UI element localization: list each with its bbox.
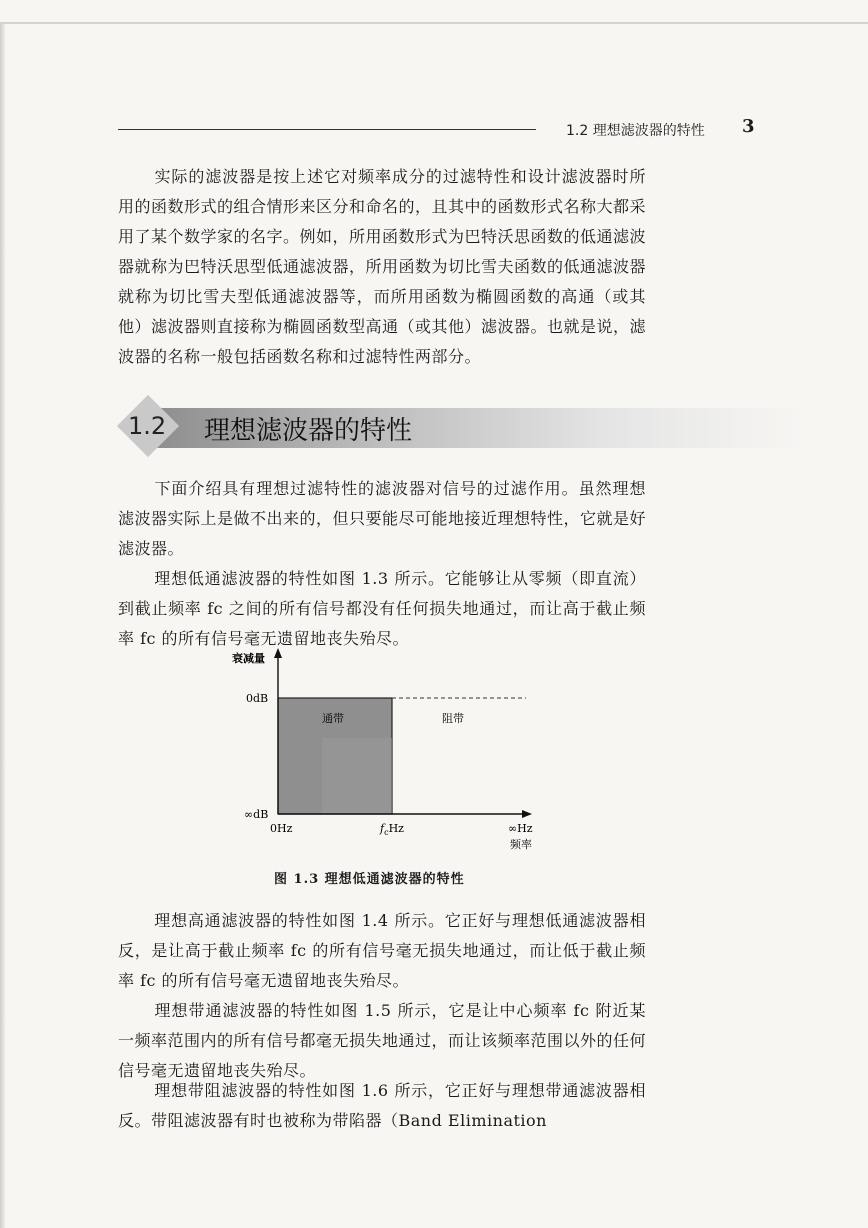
passband-shade-patch (322, 738, 392, 814)
paragraph-text: 理想带通滤波器的特性如图 1.5 所示，它是让中心频率 fc 附近某一频率范围内的所有信号都毫无损失地通过，而让该频率范围以外的任何信号毫无遗留地丧失殆尽。 (118, 1001, 647, 1080)
paragraph-text: 下面介绍具有理想过滤特性的滤波器对信号的过滤作用。虽然理想滤波器实际上是做不出来的，但只要能尽可能地接近理想特性，它就是好滤波器。 (118, 479, 647, 558)
x-axis-arrow (522, 810, 532, 818)
section-number: 1.2 (128, 412, 167, 440)
stopband-label: 阻带 (442, 712, 464, 725)
y-tick-0db: 0dB (246, 692, 269, 705)
paragraph-lowpass (118, 564, 646, 654)
y-tick-inf-db: ∞dB (244, 808, 269, 821)
header-rule (118, 129, 536, 130)
paragraph-text: 理想低通滤波器的特性如图 1.3 所示。它能够让从零频（即直流）到截止频率 fc 之间的所有信号都没有任何损失地通过，而让高于截止频率 fc 的所有信号毫无遗留地丧失殆尽。 (118, 569, 646, 648)
x-tick-0hz: 0Hz (270, 822, 293, 835)
intro-paragraph (118, 162, 646, 372)
paragraph-text: 理想高通滤波器的特性如图 1.4 所示。它正好与理想低通滤波器相反，是让高于截止频率 fc 的所有信号毫无损失地通过，而让低于截止频率 fc 的所有信号毫无遗留地丧失殆尽。 (118, 911, 646, 990)
header-section-title: 1.2 理想滤波器的特性 (566, 123, 705, 139)
y-axis-label: 衰减量 (232, 652, 265, 665)
paragraph-text: 理想带阻滤波器的特性如图 1.6 所示，它正好与理想带通滤波器相反。带阻滤波器有时也被称为带陷器（Band Elimination (118, 1081, 646, 1130)
paragraph-ideal-filter (118, 474, 646, 564)
running-header (118, 116, 758, 144)
x-tick-fc: $f_cHz$ (380, 822, 404, 837)
y-axis-arrow (274, 648, 282, 658)
section-heading (118, 406, 808, 450)
paragraph-highpass (118, 906, 646, 996)
x-axis-label: 频率 (510, 838, 532, 851)
lowpass-figure (230, 648, 550, 868)
x-tick-inf-hz: ∞Hz (508, 822, 533, 835)
intro-paragraph-text: 实际的滤波器是按上述它对频率成分的过滤特性和设计滤波器时所用的函数形式的组合情形来区分和命名的，且其中的函数形式名称大都采用了某个数学家的名字。例如，所用函数形式为巴特沃思函数的低通滤波器就称为巴特沃思型低通滤波器，所用函数为切比雪夫函数的低通滤波器就称为切比雪夫型低通滤波器等，而所用函数为椭圆函数的高通（或其他）滤波器则直接称为椭圆函数型高通（或其他）滤波器。也就是说，滤波器的名称一般包括函数名称和过滤特性两部分。 (118, 167, 647, 366)
binding-shadow (0, 24, 6, 1228)
section-title: 理想滤波器的特性 (204, 416, 413, 446)
page-number: 3 (742, 116, 755, 137)
scan-edge (0, 22, 868, 24)
paragraph-bandpass (118, 996, 646, 1086)
passband-label: 通带 (322, 712, 344, 725)
figure-caption: 图 1.3 理想低通滤波器的特性 (274, 872, 465, 887)
paragraph-bandstop (118, 1076, 646, 1136)
